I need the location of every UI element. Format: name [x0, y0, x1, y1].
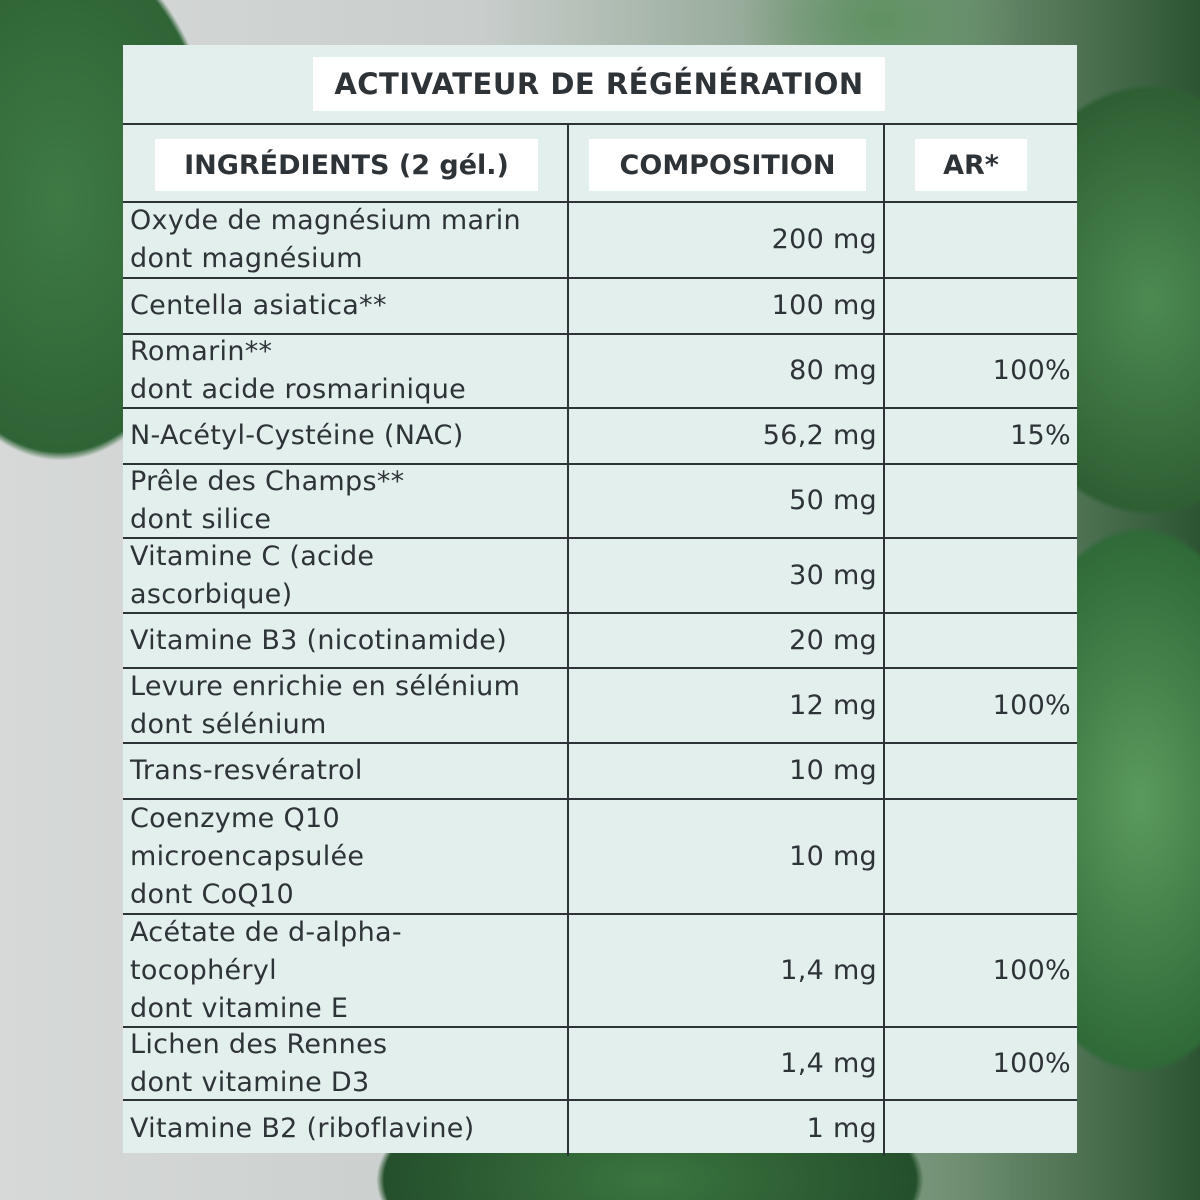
ingredient-cell: Vitamine C (acide ascorbique) [123, 539, 569, 612]
ingredient-cell: Romarin** dont acide rosmarinique [123, 335, 569, 407]
ar-cell [885, 1101, 1077, 1156]
ar-cell [885, 279, 1077, 333]
ingredient-cell: N-Acétyl-Cystéine (NAC) [123, 409, 569, 463]
ar-cell [885, 465, 1077, 537]
table-row [123, 409, 1077, 465]
ingredient-cell: Levure enrichie en sélénium dont sélénium [123, 669, 569, 742]
ingredient-cell: Vitamine B2 (riboflavine) [123, 1101, 569, 1156]
ar-cell: 15% [1010, 420, 1071, 451]
ar-cell [885, 614, 1077, 667]
ar-cell: 100% [992, 954, 1071, 986]
header-ar: AR* [915, 139, 1027, 191]
composition-cell: 12 mg [569, 669, 885, 742]
ingredient-cell: Vitamine B3 (nicotinamide) [123, 614, 569, 667]
composition-cell: 50 mg [569, 465, 885, 537]
table-row [123, 203, 1077, 279]
composition-cell: 100 mg [569, 279, 885, 333]
table-row [123, 1028, 1077, 1101]
header-row [123, 125, 1077, 203]
ar-cell [885, 203, 1077, 277]
table-title: ACTIVATEUR DE RÉGÉNÉRATION [313, 57, 885, 111]
ingredient-cell: Lichen des Rennes dont vitamine D3 [123, 1028, 569, 1099]
table-row [123, 744, 1077, 800]
composition-cell: 80 mg [569, 335, 885, 407]
ingredient-cell: Coenzyme Q10 microencapsulée dont CoQ10 [123, 800, 569, 913]
ar-cell [885, 800, 1077, 913]
composition-cell: 1 mg [569, 1101, 885, 1156]
table-row [123, 335, 1077, 409]
table-row [123, 614, 1077, 669]
composition-cell: 1,4 mg [569, 1028, 885, 1099]
ingredient-cell: Oxyde de magnésium marin dont magnésium [123, 203, 569, 277]
header-composition: COMPOSITION [589, 139, 866, 191]
header-ingredients: INGRÉDIENTS (2 gél.) [155, 139, 538, 191]
composition-cell: 56,2 mg [569, 409, 885, 463]
table-row [123, 279, 1077, 335]
ar-cell: 100% [992, 355, 1071, 386]
title-row [123, 45, 1077, 125]
ingredient-cell: Acétate de d-alpha- tocophéryl dont vitamine E [123, 915, 569, 1026]
nutrition-table [123, 45, 1077, 1153]
ar-cell [885, 539, 1077, 612]
ar-cell: 100% [992, 1047, 1071, 1079]
composition-cell: 200 mg [569, 203, 885, 277]
composition-cell: 10 mg [569, 744, 885, 798]
composition-cell: 1,4 mg [569, 915, 885, 1026]
table-row [123, 915, 1077, 1028]
ingredient-cell: Trans-resvératrol [123, 744, 569, 798]
composition-cell: 30 mg [569, 539, 885, 612]
ar-cell: 100% [992, 689, 1071, 721]
table-row [123, 669, 1077, 744]
ar-cell [885, 744, 1077, 798]
composition-cell: 10 mg [569, 800, 885, 913]
table-body [123, 203, 1077, 1156]
composition-cell: 20 mg [569, 614, 885, 667]
table-row [123, 800, 1077, 915]
ingredient-cell: Prêle des Champs** dont silice [123, 465, 569, 537]
table-row [123, 1101, 1077, 1156]
table-row [123, 465, 1077, 539]
table-row [123, 539, 1077, 614]
ingredient-cell: Centella asiatica** [123, 279, 569, 333]
